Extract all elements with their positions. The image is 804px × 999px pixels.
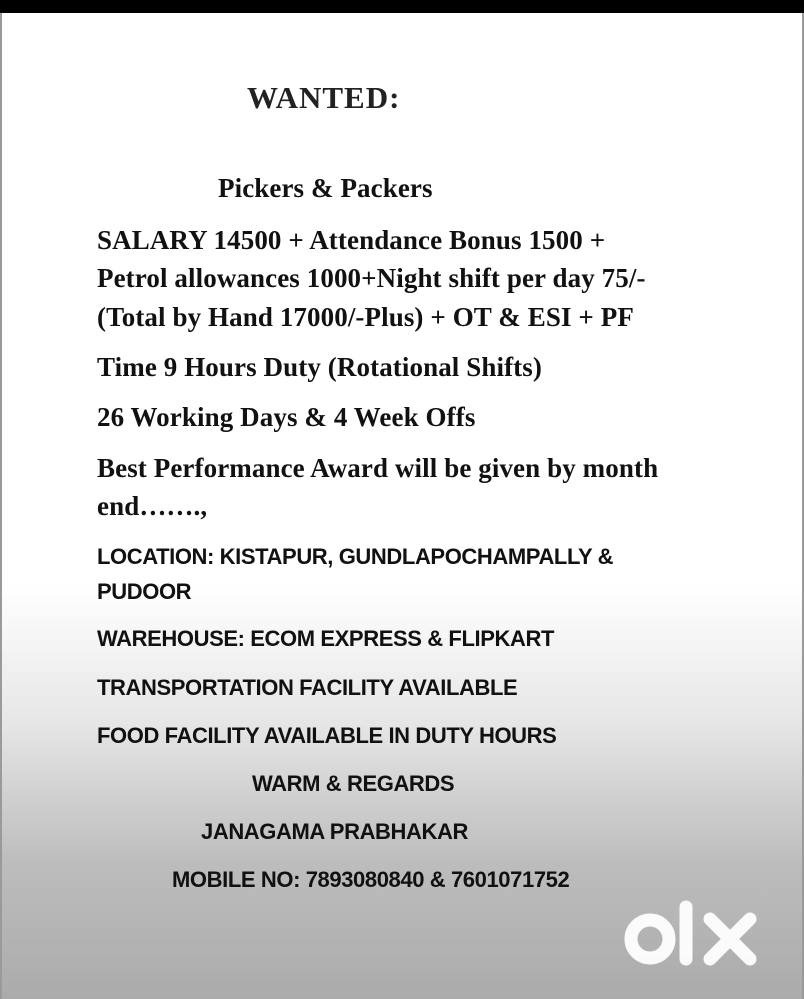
working-days: 26 Working Days & 4 Week Offs <box>97 402 476 432</box>
warehouse: WAREHOUSE: ECOM EXPRESS & FLIPKART <box>97 626 554 651</box>
job-role: Pickers & Packers <box>218 173 433 203</box>
olx-logo-watermark <box>620 893 770 983</box>
salary-line-3: (Total by Hand 17000/-Plus) + OT & ESI + PF <box>97 302 634 332</box>
award-line-1: Best Performance Award will be given by month <box>97 453 659 483</box>
salary-line-2: Petrol allowances 1000+Night shift per day 75/- <box>97 263 646 293</box>
food: FOOD FACILITY AVAILABLE IN DUTY HOURS <box>97 723 557 748</box>
salary-line-1: SALARY 14500 + Attendance Bonus 1500 + <box>97 225 606 255</box>
contact-name: JANAGAMA PRABHAKAR <box>201 819 468 844</box>
location-line-1: LOCATION: KISTAPUR, GUNDLAPOCHAMPALLY & <box>97 544 614 569</box>
job-poster <box>0 13 804 999</box>
award-line-2: end……., <box>97 491 208 521</box>
regards: WARM & REGARDS <box>252 771 455 796</box>
transport: TRANSPORTATION FACILITY AVAILABLE <box>97 675 518 700</box>
duty-time: Time 9 Hours Duty (Rotational Shifts) <box>97 352 542 382</box>
poster-title: WANTED: <box>247 80 401 115</box>
location-line-2: PUDOOR <box>97 579 192 604</box>
mobile-numbers: MOBILE NO: 7893080840 & 7601071752 <box>172 867 570 892</box>
